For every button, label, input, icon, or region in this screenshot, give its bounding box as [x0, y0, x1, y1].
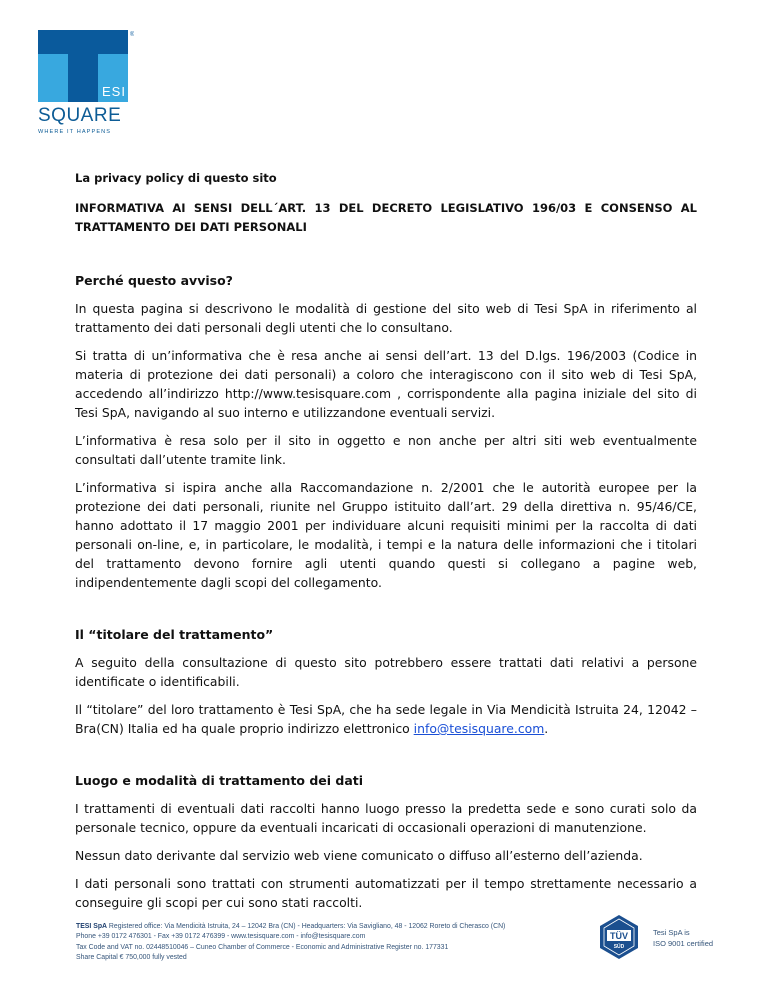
- paragraph: Nessun dato derivante dal servizio web viene comunicato o diffuso all’esterno dell’azienda.: [75, 848, 643, 863]
- cert-line-1: Tesi SpA is: [653, 928, 690, 937]
- logo-top-bar: [38, 30, 128, 54]
- footer-company-info: [76, 922, 596, 964]
- section-heading-luogo: Luogo e modalità di trattamento dei dati: [75, 773, 364, 788]
- paragraph: I dati personali sono trattati con strumenti automatizzati per il tempo strettamente necessario a conseguire gli scopi per cui sono stati raccolti.: [75, 876, 697, 910]
- email-link[interactable]: info@tesisquare.com: [413, 721, 545, 736]
- page-title: La privacy policy di questo sito: [75, 171, 277, 185]
- logo-tagline: WHERE IT HAPPENS: [38, 129, 112, 135]
- logo-esi-text: ESI: [102, 84, 126, 99]
- footer-company-name: TESI SpA: [76, 923, 108, 930]
- paragraph-with-email: [75, 700, 697, 738]
- iso-certification-note: [653, 928, 713, 949]
- paragraph-end: .: [544, 721, 549, 736]
- paragraph: A seguito della consultazione di questo sito potrebbero essere trattati dati relativi a persone identificate o identificabili.: [75, 655, 697, 689]
- logo-square-text: SQUARE: [38, 105, 122, 126]
- logo-left-block: [38, 54, 68, 102]
- section-heading-titolare: Il “titolare del trattamento”: [75, 627, 274, 642]
- paragraph: L’informativa si ispira anche alla Raccomandazione n. 2/2001 che le autorità europee per la protezione dei dati personali, riunite nel Gruppo istituito dall’art. 29 della direttiva n. 95/46/CE, hanno adottato il 17 maggio 2001 per individuare alcuni requisiti minimi per la raccolta di dati personali on-line, e, in particolare, le modalità, i tempi e la natura delle informazioni che i titolari del trattamento devono fornire agli utenti quando questi si collegano a pagine web, indipendentemente dagli scopi del collegamento.: [75, 480, 697, 590]
- paragraph: In questa pagina si descrivono le modalità di gestione del sito web di Tesi SpA in riferimento al trattamento dei dati personali degli utenti che lo consultano.: [75, 301, 697, 335]
- logo-stem: [68, 54, 98, 102]
- footer-line-4: Share Capital € 750,000 fully vested: [76, 954, 187, 962]
- section-heading-perche: Perché questo avviso?: [75, 273, 233, 288]
- cert-line-2: ISO 9001 certified: [653, 938, 714, 948]
- paragraph: Si tratta di un’informativa che è resa anche ai sensi dell’art. 13 del D.lgs. 196/2003 (Codice in materia di protezione dei dati personali) a coloro che interagiscono con il sito web di Tesi SpA, accedendo all’indirizzo http://www.tesisquare.com , corrispondente alla pagina iniziale del sito di Tesi SpA, navigando al suo interno e utilizzandone eventuali servizi.: [75, 348, 697, 420]
- footer-line-2: Phone +39 0172 476301 - Fax +39 0172 476399 - www.tesisquare.com - info@tesisquare.com: [76, 933, 366, 941]
- registered-mark: ®: [130, 32, 134, 38]
- footer-line-3: Tax Code and VAT no. 02448510046 – Cuneo Chamber of Commerce - Economic and Administrative Register no. 177331: [76, 943, 449, 951]
- main-heading: INFORMATIVA AI SENSI DELL´ART. 13 DEL DECRETO LEGISLATIVO 196/03 E CONSENSO AL TRATTAMENTO DEI DATI PERSONALI: [75, 201, 697, 234]
- tesisquare-logo: [38, 30, 134, 138]
- paragraph: I trattamenti di eventuali dati raccolti hanno luogo presso la predetta sede e sono curati solo da personale tecnico, oppure da eventuali incaricati di occasionali operazioni di manutenzione.: [75, 801, 697, 835]
- tuv-text: TÜV: [610, 931, 628, 941]
- document-body: [75, 171, 697, 921]
- footer-line-1: TESI SpA Registered office: Via Mendicità Istruita, 24 – 12042 Bra (CN) - Headquarters: Via Savigliano, 48 - 12062 Roreto di Cherasco (CN): [76, 923, 506, 930]
- tuv-certification-icon: [596, 914, 642, 960]
- paragraph: L’informativa è resa solo per il sito in oggetto e non anche per altri siti web eventualmente consultati dall’utente tramite link.: [75, 433, 697, 467]
- paragraph-text: Il “titolare” del loro trattamento è Tesi SpA, che ha sede legale in Via Mendicità Istruita 24, 12042 – Bra(CN) Italia ed ha quale proprio indirizzo elettronico: [75, 702, 697, 736]
- sud-text: SÜD: [613, 944, 625, 950]
